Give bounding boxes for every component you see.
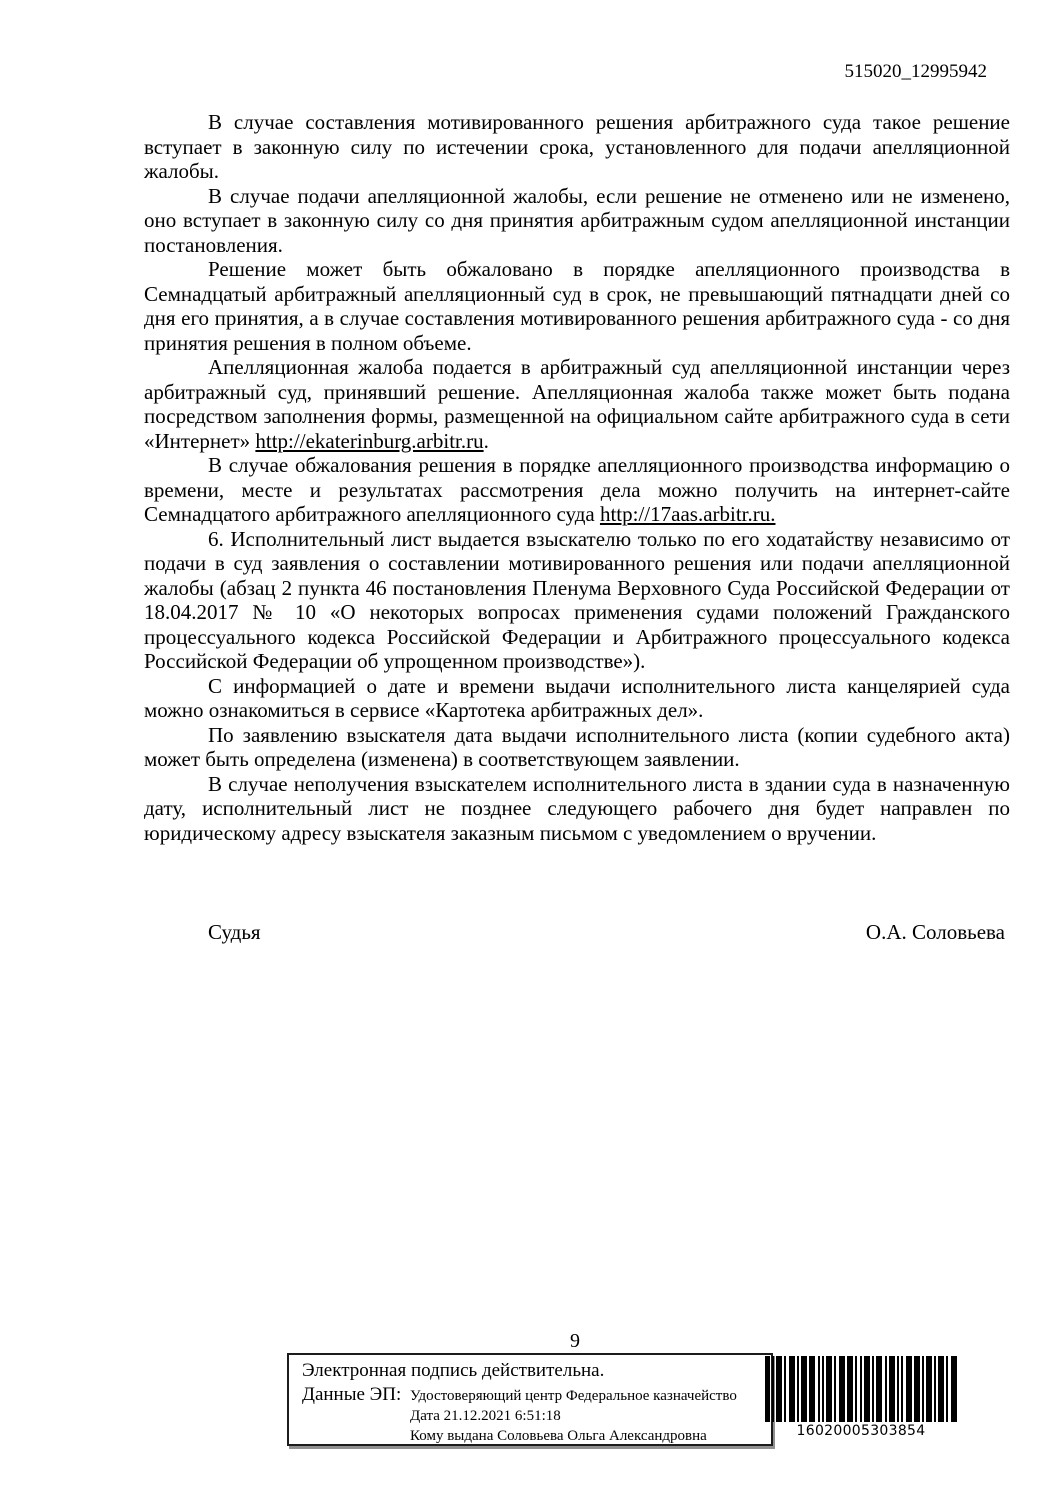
esign-detail-date: Дата 21.12.2021 6:51:18	[410, 1408, 561, 1424]
judge-name: О.А. Соловьева	[865, 920, 1005, 944]
barcode-bars	[765, 1356, 957, 1422]
signature-row	[144, 920, 1010, 945]
paragraph-7: С информацией о дате и времени выдачи исполнительного листа канцелярией суда можно ознакомиться в сервисе «Картотека арбитражных дел».	[144, 673, 1010, 722]
esign-stamp	[287, 1353, 773, 1446]
document-number: 515020_12995942	[844, 61, 987, 82]
esign-valid-text: Электронная подпись действительна.	[302, 1360, 605, 1381]
esign-details	[410, 1384, 737, 1446]
paragraph-3: Решение может быть обжаловано в порядке апелляционного производства в Семнадцатый арбитражный апелляционный суд в срок, не превышающий пятнадцати дней со дня его принятия, а в случае составления мотивированного решения арбитражного суда - со дня принятия решения в полном объеме.	[144, 257, 1010, 355]
esign-detail-authority: Удостоверяющий центр Федеральное казначейство	[410, 1388, 737, 1404]
document-body	[144, 110, 1010, 845]
judge-role-label: Судья	[208, 920, 261, 944]
link-ekaterinburg-arbitr[interactable]: http://ekaterinburg.arbitr.ru	[255, 428, 484, 453]
paragraph-2: В случае подачи апелляционной жалобы, если решение не отменено или не изменено, оно вступает в законную силу со дня принятия арбитражным судом апелляционной инстанции постановления.	[144, 183, 1010, 257]
esign-data-label: Данные ЭП:	[302, 1384, 402, 1405]
paragraph-5	[144, 453, 1010, 527]
paragraph-6: 6. Исполнительный лист выдается взыскателю только по его ходатайству независимо от подачи в суд заявления о составлении мотивированного решения или подачи апелляционной жалобы (абзац 2 пункта 46 постановления Пленума Верховного Суда Российской Федерации от 18.04.2017 № 10 «О некоторых вопросах применения судами положений Гражданского процессуального кодекса Российской Федерации и Арбитражного процессуального кодекса Российской Федерации об упрощенном производстве»).	[144, 526, 1010, 673]
page-number: 9	[570, 1330, 580, 1352]
paragraph-4-tail: .	[483, 428, 489, 453]
paragraph-9: В случае неполучения взыскателем исполнительного листа в здании суда в назначенную дату, исполнительный лист не позднее следующего рабочего дня будет направлен по юридическому адресу взыскателя заказным письмом с уведомлением о вручении.	[144, 771, 1010, 845]
paragraph-4	[144, 355, 1010, 453]
link-17aas-arbitr[interactable]: http://17aas.arbitr.ru.	[599, 502, 776, 526]
barcode-number: 16020005303854	[796, 1423, 926, 1439]
paragraph-1: В случае составления мотивированного решения арбитражного суда такое решение вступает в законную силу по истечении срока, установленного для подачи апелляционной жалобы.	[144, 110, 1010, 183]
barcode	[765, 1356, 957, 1439]
paragraph-8: По заявлению взыскателя дата выдачи исполнительного листа (копии судебного акта) может быть определена (изменена) в соответствующем заявлении.	[144, 722, 1010, 771]
esign-data-row	[302, 1384, 771, 1446]
paragraph-4-text: Апелляционная жалоба подается в арбитражный суд апелляционной инстанции через арбитражный суд, принявший решение. Апелляционная жалоба также может быть подана посредством заполнения формы, размещенной на официальном сайте арбитражного суда в сети «Интернет»	[144, 355, 1010, 453]
paragraph-5-text: В случае обжалования решения в порядке апелляционного производства информацию о времени, месте и результатах рассмотрения дела можно получить на интернет-сайте Семнадцатого арбитражного апелляционного суда	[144, 453, 1010, 526]
esign-detail-owner: Кому выдана Соловьева Ольга Александровна	[410, 1428, 707, 1444]
